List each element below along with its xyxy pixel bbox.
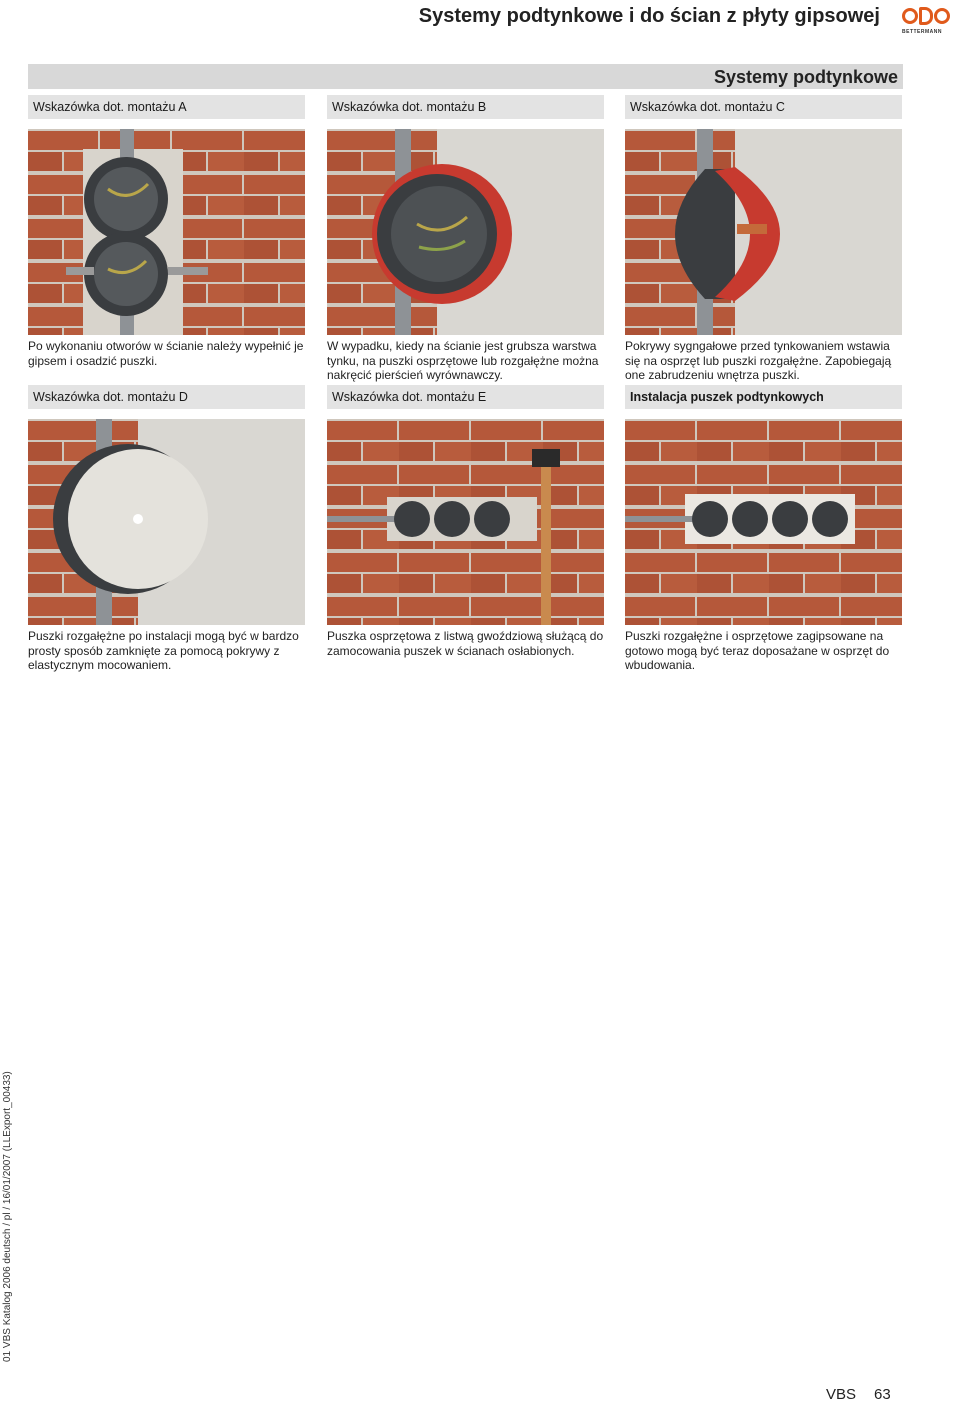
photo-e (327, 419, 604, 625)
section-title: Systemy podtynkowe (713, 67, 898, 87)
cell-f (625, 385, 902, 673)
photo-b (327, 129, 604, 335)
catalog-side-note (0, 1062, 14, 1362)
logo-b-icon (919, 7, 933, 25)
cell-f-caption: Puszki rozgałężne i osprzętowe zagipsowane na gotowo mogą być teraz doposażane w osprzęt do wbudowania. (625, 629, 890, 672)
cell-b-caption: W wypadku, kiedy na ścianie jest grubsza warstwa tynku, na puszki osprzętowe lub rozgałężne można nakręcić pierścień wyrównawczy. (327, 339, 599, 382)
page-title: Systemy podtynkowe i do ścian z płyty gipsowej (418, 5, 880, 27)
cell-d (28, 385, 305, 673)
cell-a-caption: Po wykonaniu otworów w ścianie należy wypełnić je gipsem i osadzić puszki. (28, 339, 304, 368)
cell-e (327, 385, 604, 658)
cell-d-caption: Puszki rozgałężne po instalacji mogą być w bardzo prosty sposób zamknięte za pomocą pokrywy z elastycznym mocowaniem. (28, 629, 299, 672)
cell-b (327, 95, 604, 383)
logo-o-icon (902, 8, 918, 24)
photo-a (28, 129, 305, 335)
cell-e-heading: Wskazówka dot. montażu E (327, 385, 604, 409)
photo-f (625, 419, 902, 625)
catalog-side-note-text: 01 VBS Katalog 2006 deutsch / pl / 16/01/2007 (LLExport_00433) (2, 1071, 13, 1362)
logo-subtitle: BETTERMANN (902, 29, 942, 35)
page-number: 63 (874, 1386, 891, 1403)
cell-e-caption: Puszka osprzętowa z listwą gwoździową służącą do zamocowania puszek w ścianach osłabionych. (327, 629, 604, 658)
cell-a (28, 95, 305, 368)
obo-logo (902, 4, 956, 38)
logo-o2-icon (934, 8, 950, 24)
cell-c-heading: Wskazówka dot. montażu C (625, 95, 902, 119)
footer-section: VBS (826, 1386, 857, 1403)
cell-d-heading: Wskazówka dot. montażu D (28, 385, 305, 409)
photo-c (625, 129, 902, 335)
cell-b-heading: Wskazówka dot. montażu B (327, 95, 604, 119)
photo-d (28, 419, 305, 625)
cell-a-heading: Wskazówka dot. montażu A (28, 95, 305, 119)
cell-f-heading: Instalacja puszek podtynkowych (625, 385, 902, 409)
cell-c (625, 95, 902, 383)
cell-c-caption: Pokrywy sygngałowe przed tynkowaniem wstawia się na osprzęt lub puszki rozgałężne. Zapobiegają one zabrudzeniu wnętrza puszki. (625, 339, 892, 382)
